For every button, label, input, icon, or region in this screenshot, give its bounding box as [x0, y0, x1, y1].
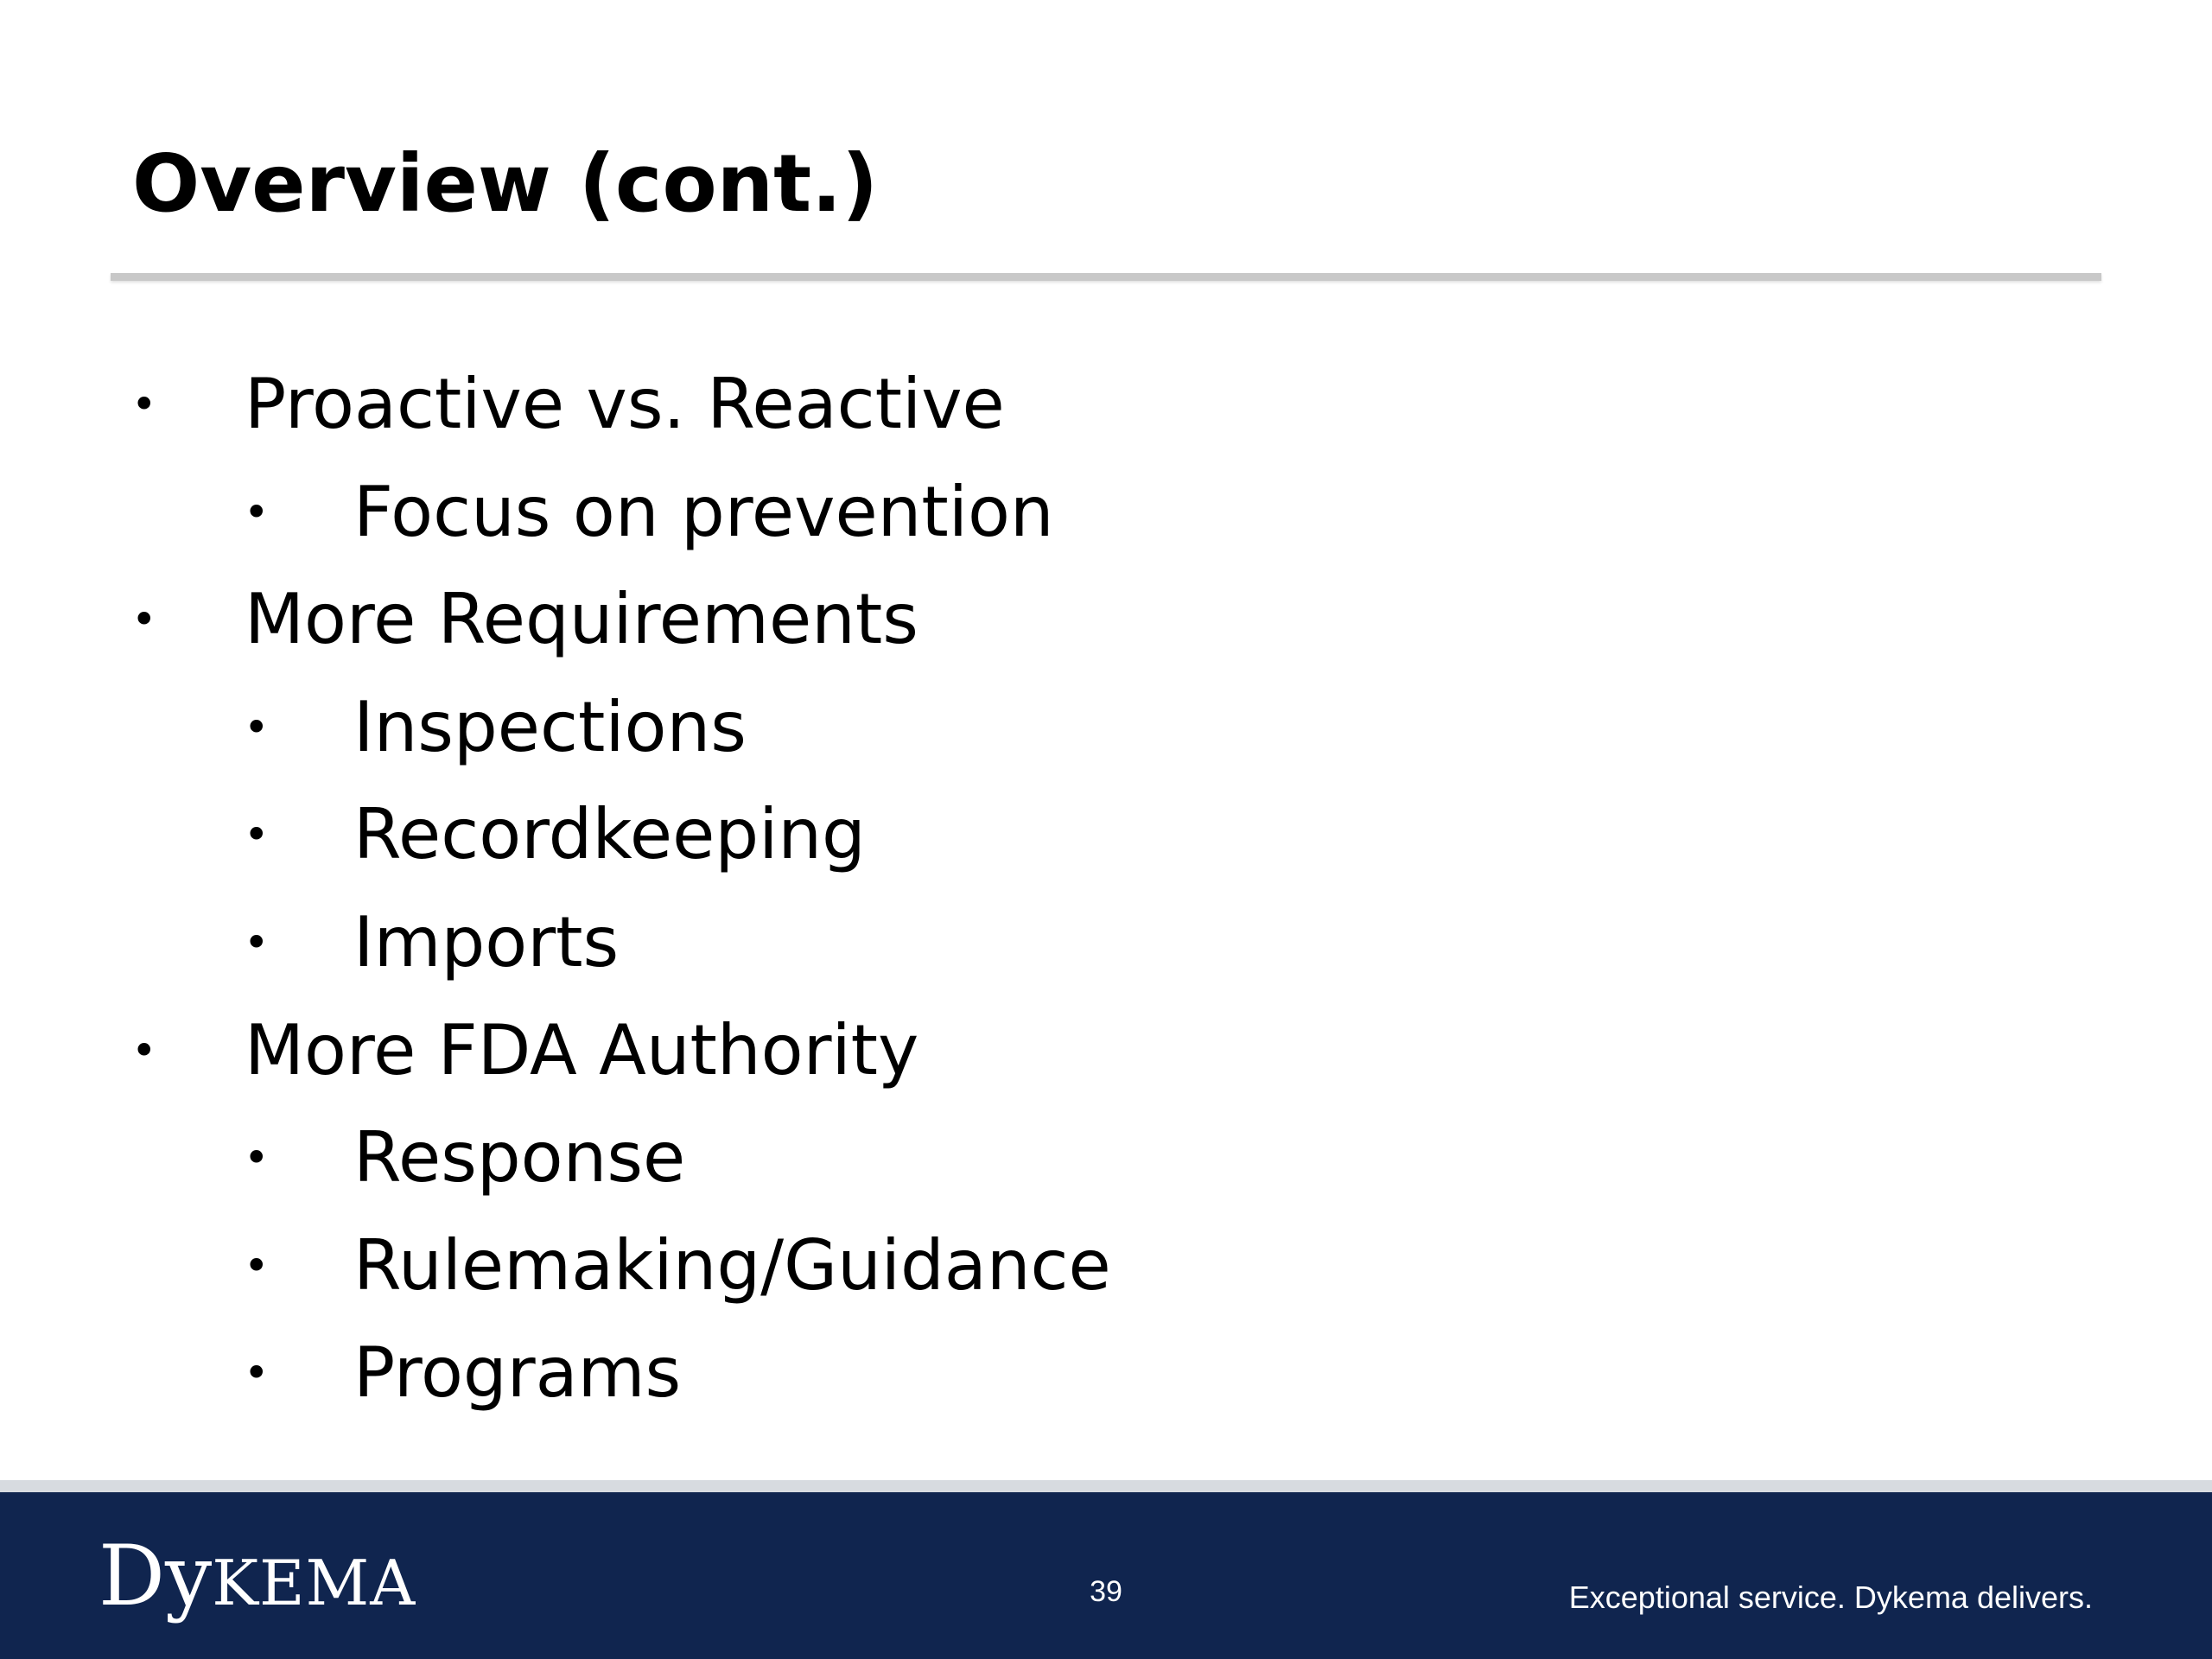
sub-bullet-inspections — [0, 674, 2212, 782]
bullet-text: Recordkeeping — [353, 794, 866, 875]
sub-bullet-focus-on-prevention — [0, 459, 2212, 567]
bullet-marker: • — [131, 1025, 157, 1076]
sub-bullet-imports — [0, 889, 2212, 997]
footer-accent-line — [0, 1480, 2212, 1492]
sub-bullet-response — [0, 1104, 2212, 1212]
bullet-text: Imports — [353, 901, 620, 982]
bullet-marker: • — [131, 594, 157, 645]
bullet-marker: • — [244, 1133, 270, 1184]
sub-bullet-rulemaking-guidance — [0, 1212, 2212, 1320]
logo-letter-d: D — [99, 1528, 165, 1624]
bullet-proactive-vs-reactive — [0, 351, 2212, 459]
bullet-marker: • — [244, 702, 270, 753]
page-number: 39 — [1090, 1575, 1122, 1608]
title-divider — [111, 273, 2101, 281]
bullet-text: Rulemaking/Guidance — [353, 1224, 1111, 1306]
bullet-marker: • — [131, 379, 157, 429]
footer-tagline: Exceptional service. Dykema delivers. — [1568, 1580, 2093, 1615]
bullet-list — [0, 351, 2212, 1427]
bullet-marker: • — [244, 1240, 270, 1291]
bullet-text: More Requirements — [245, 579, 918, 660]
logo-letter-y: y — [164, 1528, 213, 1624]
bullet-marker: • — [244, 486, 270, 537]
dykema-logo — [99, 1528, 416, 1624]
bullet-text: More FDA Authority — [245, 1009, 919, 1090]
bullet-more-fda-authority — [0, 997, 2212, 1105]
bullet-text: Focus on prevention — [353, 471, 1054, 552]
sub-bullet-recordkeeping — [0, 781, 2212, 889]
slide-title: Overview (cont.) — [132, 137, 879, 230]
bullet-marker: • — [244, 810, 270, 861]
bullet-text: Programs — [353, 1332, 682, 1414]
bullet-marker: • — [244, 917, 270, 968]
bullet-more-requirements — [0, 566, 2212, 674]
logo-rest: KEMA — [212, 1547, 416, 1619]
bullet-text: Inspections — [353, 686, 747, 767]
bullet-marker: • — [244, 1348, 270, 1399]
bullet-text: Proactive vs. Reactive — [245, 364, 1005, 444]
bullet-text: Response — [353, 1117, 686, 1198]
sub-bullet-programs — [0, 1319, 2212, 1427]
